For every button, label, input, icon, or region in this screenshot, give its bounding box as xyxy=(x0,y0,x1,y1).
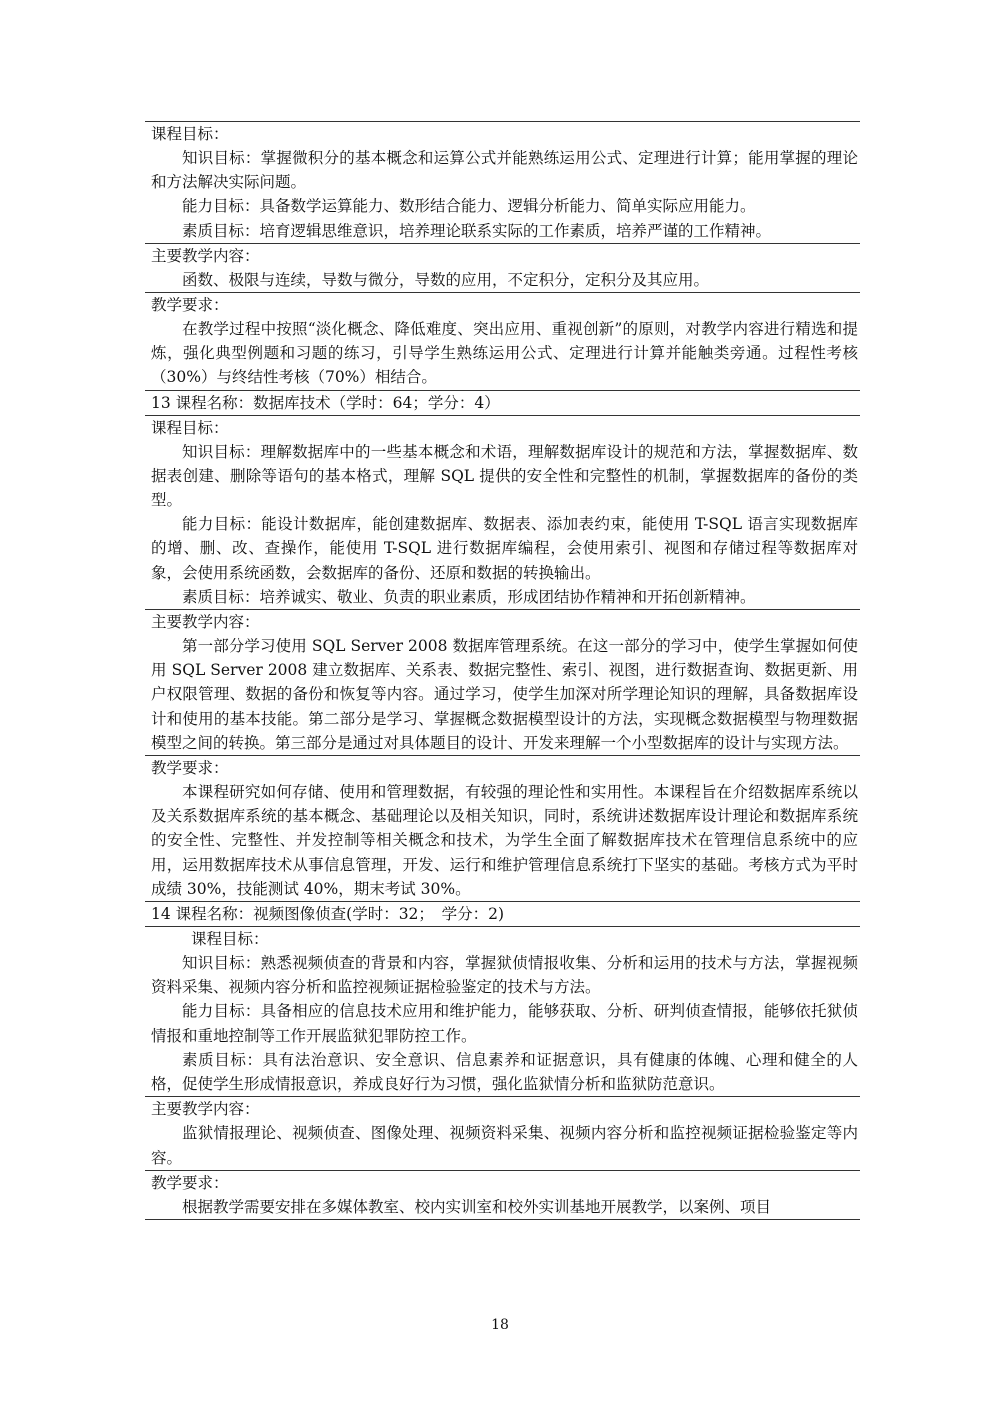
page-number: 18 xyxy=(491,1317,509,1333)
section xyxy=(145,926,860,1096)
section xyxy=(145,390,860,415)
section xyxy=(145,121,860,243)
paragraph: 监狱情报理论、视频侦查、图像处理、视频资料采集、视频内容分析和监控视频证据检验鉴定等内容。 xyxy=(151,1124,858,1167)
section-title: 主要教学内容： xyxy=(151,1100,260,1119)
paragraph: 知识目标：掌握微积分的基本概念和运算公式并能熟练运用公式、定理进行计算；能用掌握的理论和方法解决实际问题。 xyxy=(151,149,858,192)
section-title: 课程目标： xyxy=(151,418,229,437)
section-title: 13 课程名称：数据库技术（学时：64；学分：4） xyxy=(151,393,500,412)
paragraph: 能力目标：具备数学运算能力、数形结合能力、逻辑分析能力、简单实际应用能力。 xyxy=(182,197,756,216)
paragraph: 素质目标：培育逻辑思维意识，培养理论联系实际的工作素质，培养严谨的工作精神。 xyxy=(182,221,772,240)
paragraph: 能力目标：能设计数据库，能创建数据库、数据表、添加表约束，能使用 T-SQL 语言实现数据库的增、删、改、查操作，能使用 T-SQL 进行数据库编程，会使用索引、视图和存储过程等数据库对象，会使用系统函数，会数据库的备份、还原和数据的转换输出。 xyxy=(151,515,858,582)
paragraph: 素质目标：具有法治意识、安全意识、信息素养和证据意识，具有健康的体魄、心理和健全的人格，促使学生形成情报意识，养成良好行为习惯，强化监狱情分析和监狱防范意识。 xyxy=(151,1050,858,1094)
section xyxy=(145,1170,860,1220)
paragraph: 能力目标：具备相应的信息技术应用和维护能力，能够获取、分析、研判侦查情报，能够依托狱侦情报和重地控制等工作开展监狱犯罪防控工作。 xyxy=(151,1002,858,1045)
paragraph: 根据教学需要安排在多媒体教室、校内实训室和校外实训基地开展教学，以案例、项目 xyxy=(182,1197,772,1216)
section xyxy=(145,292,860,390)
paragraph: 本课程研究如何存储、使用和管理数据，有较强的理论性和实用性。本课程旨在介绍数据库系统以及关系数据库系统的基本概念、基础理论以及相关知识，同时，系统讲述数据库设计理论和数据库系统的安全性、完整性、并发控制等相关概念和技术，为学生全面了解数据库技术在管理信息系统中的应用，运用数据库技术从事信息管理，开发、运行和维护管理信息系统打下坚实的基础。考核方式为平时成绩 30%，技能测试 40%，期末考试 30%。 xyxy=(151,783,858,898)
section-title: 教学要求： xyxy=(151,1173,229,1192)
paragraph: 知识目标：熟悉视频侦查的背景和内容，掌握狱侦情报收集、分析和运用的技术与方法，掌握视频资料采集、视频内容分析和监控视频证据检验鉴定的技术与方法。 xyxy=(151,954,858,997)
paragraph: 素质目标：培养诚实、敬业、负责的职业素质，形成团结协作精神和开拓创新精神。 xyxy=(182,587,756,606)
section xyxy=(145,243,860,292)
section xyxy=(145,415,860,609)
section-title: 教学要求： xyxy=(151,759,229,778)
paragraph: 知识目标：理解数据库中的一些基本概念和术语，理解数据库设计的规范和方法，掌握数据库、数据表创建、删除等语句的基本格式，理解 SQL 提供的安全性和完整性的机制，掌握数据库的备份的类型。 xyxy=(151,442,858,510)
section xyxy=(145,901,860,926)
section xyxy=(145,755,860,901)
section xyxy=(145,1096,860,1169)
document-content xyxy=(145,121,860,1220)
section xyxy=(145,609,860,755)
paragraph: 在教学过程中按照“淡化概念、降低难度、突出应用、重视创新”的原则，对教学内容进行精选和提炼，强化典型例题和习题的练习，引导学生熟练运用公式、定理进行计算并能触类旁通。过程性考核（30%）与终结性考核（70%）相结合。 xyxy=(151,320,858,387)
section-title: 教学要求： xyxy=(151,296,229,315)
paragraph: 函数、极限与连续，导数与微分，导数的应用，不定积分，定积分及其应用。 xyxy=(182,270,710,289)
section-title: 主要教学内容： xyxy=(151,246,260,265)
section-title: 课程目标： xyxy=(191,930,269,949)
section-title: 14 课程名称：视频图像侦查(学时：32； 学分：2) xyxy=(151,905,505,924)
section-title: 主要教学内容： xyxy=(151,613,260,632)
section-title: 课程目标： xyxy=(151,125,229,143)
paragraph: 第一部分学习使用 SQL Server 2008 数据库管理系统。在这一部分的学习中，使学生掌握如何使用 SQL Server 2008 建立数据库、关系表、数据完整性、索引、视图，进行数据查询、数据更新、用户权限管理、数据的备份和恢复等内容。通过学习，使学生加深对所学理论知识的理解，具备数据库设计和使用的基本技能。第二部分是学习、掌握概念数据模型设计的方法，实现概念数据模型与物理数据模型之间的转换。第三部分是通过对具体题目的设计、开发来理解一个小型数据库的设计与实现方法。 xyxy=(151,637,858,752)
